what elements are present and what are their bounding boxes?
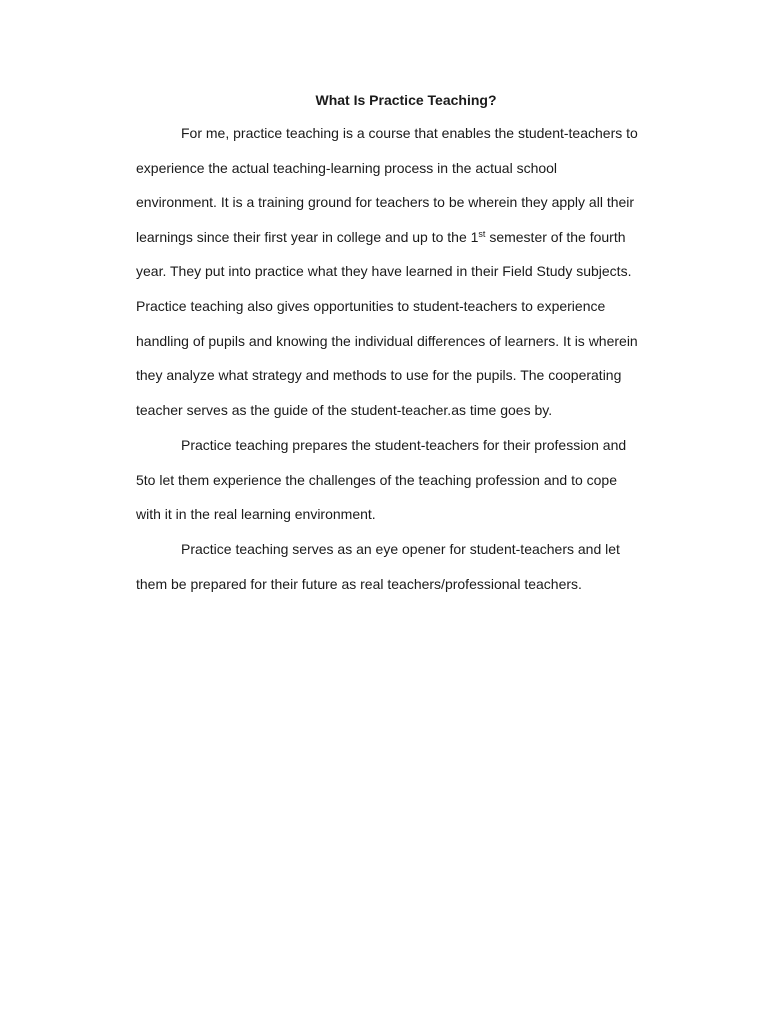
paragraph-line: environment. It is a training ground for teachers to be wherein they apply all their (136, 194, 635, 211)
ordinal-superscript: st (478, 228, 486, 239)
paragraph-line: year. They put into practice what they have learned in their Field Study subjects. (136, 263, 632, 280)
line-text: learnings since their first year in college and up to the 1 (136, 228, 479, 245)
line-text: semester of the fourth (485, 228, 626, 245)
paragraph-line: with it in the real learning environment. (136, 506, 376, 523)
document-title: What Is Practice Teaching? (315, 92, 497, 108)
paragraph-line: experience the actual teaching-learning process in the actual school (136, 159, 558, 176)
paragraph-2 (136, 428, 684, 532)
paragraph-line: For me, practice teaching is a course that enables the student-teachers to (181, 125, 638, 141)
paragraph-1 (136, 116, 684, 427)
paragraph-3 (136, 532, 684, 601)
paragraph-line: they analyze what strategy and methods to use for the pupils. The cooperating (136, 367, 622, 384)
paragraph-line: them be prepared for their future as real teachers/professional teachers. (136, 575, 582, 592)
paragraph-line: Practice teaching serves as an eye opener for student-teachers and let (181, 541, 620, 557)
paragraph-line: teacher serves as the guide of the student-teacher.as time goes by. (136, 401, 553, 418)
paragraph-line (136, 220, 684, 255)
paragraph-line: handling of pupils and knowing the individual differences of learners. It is wherein (136, 332, 638, 349)
paragraph-line: Practice teaching prepares the student-teachers for their profession and (181, 437, 627, 453)
paragraph-line: Practice teaching also gives opportunities to student-teachers to experience (136, 297, 606, 314)
paragraph-line: 5to let them experience the challenges of the teaching profession and to cope (136, 471, 617, 488)
